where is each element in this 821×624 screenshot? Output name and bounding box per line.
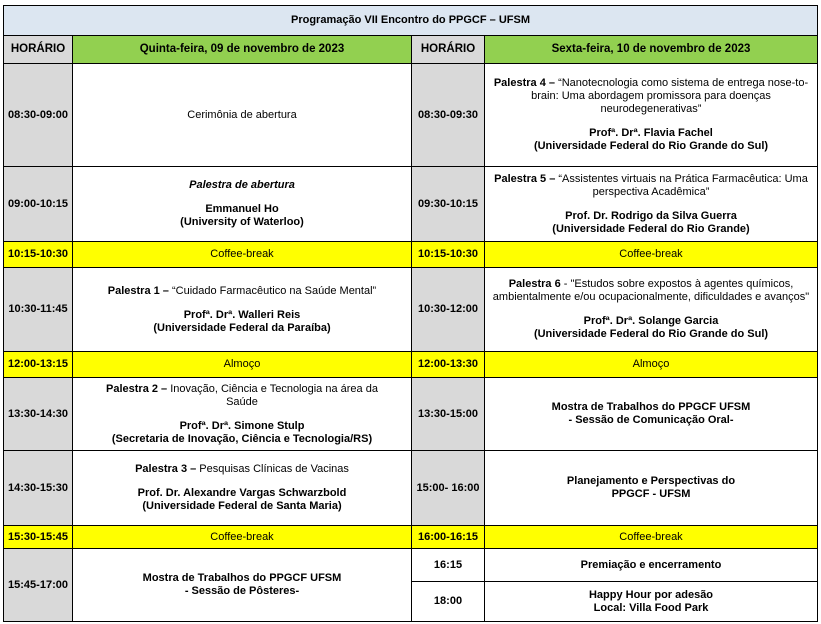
thursday-time-4: 10:30-11:45 xyxy=(3,267,73,352)
event-heading: Palestra de abertura xyxy=(189,179,295,191)
friday-time-7: 15:00- 16:00 xyxy=(411,450,485,526)
event-line-2: - Sessão de Pôsteres- xyxy=(184,585,300,597)
lecture-description xyxy=(491,77,811,116)
lecture-label: Palestra 3 – xyxy=(135,463,200,475)
lecture-topic: “Assistentes virtuais na Prática Farmacêutica: Uma perspectiva Acadêmica” xyxy=(558,172,808,198)
friday-lunch xyxy=(484,351,818,378)
header-day-thursday: Quinta-feira, 09 de novembro de 2023 xyxy=(72,35,412,64)
event-text: Almoço xyxy=(223,358,261,370)
thursday-event-opening-ceremony xyxy=(72,63,412,167)
header-time-friday: HORÁRIO xyxy=(411,35,485,64)
event-text: Coffee-break xyxy=(210,530,274,543)
friday-time-8: 16:00-16:15 xyxy=(411,525,485,549)
thursday-lunch xyxy=(72,351,412,378)
event-line-2: - Sessão de Comunicação Oral- xyxy=(568,414,734,426)
friday-time-4: 10:30-12:00 xyxy=(411,267,485,352)
event-text: Cerimônia de abertura xyxy=(187,108,297,121)
lecture-topic: “Cuidado Farmacêutico na Saúde Mental” xyxy=(171,284,377,297)
thursday-event-opening-lecture xyxy=(72,166,412,242)
thursday-time-5: 12:00-13:15 xyxy=(3,351,73,378)
thursday-event-lecture-2 xyxy=(72,377,412,451)
event-line-2: Local: Villa Food Park xyxy=(593,601,709,614)
lecture-label: Palestra 5 – xyxy=(494,172,559,185)
friday-time-3: 10:15-10:30 xyxy=(411,241,485,268)
lecture-description xyxy=(108,285,376,298)
speaker-affiliation: (Universidade Federal de Santa Maria) xyxy=(142,500,342,512)
event-text: Coffee-break xyxy=(619,248,683,260)
speaker-affiliation: (Secretaria de Inovação, Ciência e Tecnologia/RS) xyxy=(111,432,373,445)
thursday-time-9: 15:45-17:00 xyxy=(3,548,73,622)
friday-coffee-break-2 xyxy=(484,525,818,549)
thursday-time-6: 13:30-14:30 xyxy=(3,377,73,451)
friday-event-lecture-6 xyxy=(484,267,818,352)
lecture-label: Palestra 4 – xyxy=(493,77,559,89)
speaker-name: Prof. Dr. Alexandre Vargas Schwarzbold xyxy=(137,487,347,499)
event-text: Almoço xyxy=(632,358,670,370)
lecture-topic: Pesquisas Clínicas de Vacinas xyxy=(199,463,349,475)
friday-time-9: 16:15 xyxy=(411,548,485,582)
event-line-1: Planejamento e Perspectivas do xyxy=(566,475,736,487)
lecture-description xyxy=(135,463,349,476)
table-title: Programação VII Encontro do PPGCF – UFSM xyxy=(3,5,818,36)
friday-time-6: 13:30-15:00 xyxy=(411,377,485,451)
event-line-2: PPGCF - UFSM xyxy=(611,488,691,500)
lecture-label: Palestra 6 xyxy=(508,278,561,290)
friday-event-lecture-5 xyxy=(484,166,818,242)
event-line-1: Mostra de Trabalhos do PPGCF UFSM xyxy=(142,572,342,584)
lecture-description xyxy=(491,173,811,199)
speaker-affiliation: (Universidade Federal do Rio Grande do Sul) xyxy=(533,328,769,340)
thursday-time-7: 14:30-15:30 xyxy=(3,450,73,526)
lecture-topic: Inovação, Ciência e Tecnologia na área da Saúde xyxy=(170,382,378,408)
speaker-name: Profª. Drª. Walleri Reis xyxy=(183,308,301,321)
event-line-1: Happy Hour por adesão xyxy=(588,588,714,601)
thursday-event-lecture-1 xyxy=(72,267,412,352)
friday-coffee-break-1 xyxy=(484,241,818,268)
speaker-affiliation: (Universidade Federal do Rio Grande) xyxy=(552,222,750,235)
friday-time-1: 08:30-09:30 xyxy=(411,63,485,167)
thursday-time-1: 08:30-09:00 xyxy=(3,63,73,167)
friday-time-2: 09:30-10:15 xyxy=(411,166,485,242)
thursday-time-2: 09:00-10:15 xyxy=(3,166,73,242)
friday-event-awards xyxy=(484,548,818,582)
thursday-event-poster-session xyxy=(72,548,412,622)
friday-event-happy-hour xyxy=(484,581,818,622)
header-time-thursday: HORÁRIO xyxy=(3,35,73,64)
thursday-coffee-break-2 xyxy=(72,525,412,549)
header-day-friday: Sexta-feira, 10 de novembro de 2023 xyxy=(484,35,818,64)
speaker-name: Prof. Dr. Rodrigo da Silva Guerra xyxy=(565,209,737,222)
speaker-name: Profª. Drª. Simone Stulp xyxy=(179,419,305,432)
event-text: Coffee-break xyxy=(210,248,274,260)
lecture-label: Palestra 1 – xyxy=(107,284,172,297)
speaker-name: Profª. Drª. Solange Garcia xyxy=(583,315,719,327)
lecture-description xyxy=(491,278,811,304)
thursday-coffee-break-1 xyxy=(72,241,412,268)
lecture-topic: “Nanotecnologia como sistema de entrega nose-to-brain: Uma abordagem promissora para doenças neurodegenerativas” xyxy=(531,77,809,115)
lecture-label: Palestra 2 – xyxy=(106,382,171,395)
friday-time-10: 18:00 xyxy=(411,581,485,622)
friday-event-oral-session xyxy=(484,377,818,451)
event-line-1: Mostra de Trabalhos do PPGCF UFSM xyxy=(551,401,751,413)
lecture-topic: - "Estudos sobre expostos à agentes químicos, ambientalmente e/ou ocupacionalmente, dificuldades e avanços" xyxy=(492,278,810,303)
lecture-description xyxy=(79,383,405,409)
event-text: Premiação e encerramento xyxy=(580,558,722,571)
speaker-name: Profª. Drª. Flavia Fachel xyxy=(589,127,713,139)
speaker-affiliation: (Universidade Federal do Rio Grande do Sul) xyxy=(533,140,769,152)
speaker-name: Emmanuel Ho xyxy=(205,203,279,215)
thursday-time-3: 10:15-10:30 xyxy=(3,241,73,268)
thursday-time-8: 15:30-15:45 xyxy=(3,525,73,549)
event-text: Coffee-break xyxy=(619,530,683,543)
speaker-affiliation: (University of Waterloo) xyxy=(180,216,304,228)
friday-event-lecture-4 xyxy=(484,63,818,167)
speaker-affiliation: (Universidade Federal da Paraíba) xyxy=(153,321,331,334)
friday-time-5: 12:00-13:30 xyxy=(411,351,485,378)
thursday-event-lecture-3 xyxy=(72,450,412,526)
friday-event-planning xyxy=(484,450,818,526)
